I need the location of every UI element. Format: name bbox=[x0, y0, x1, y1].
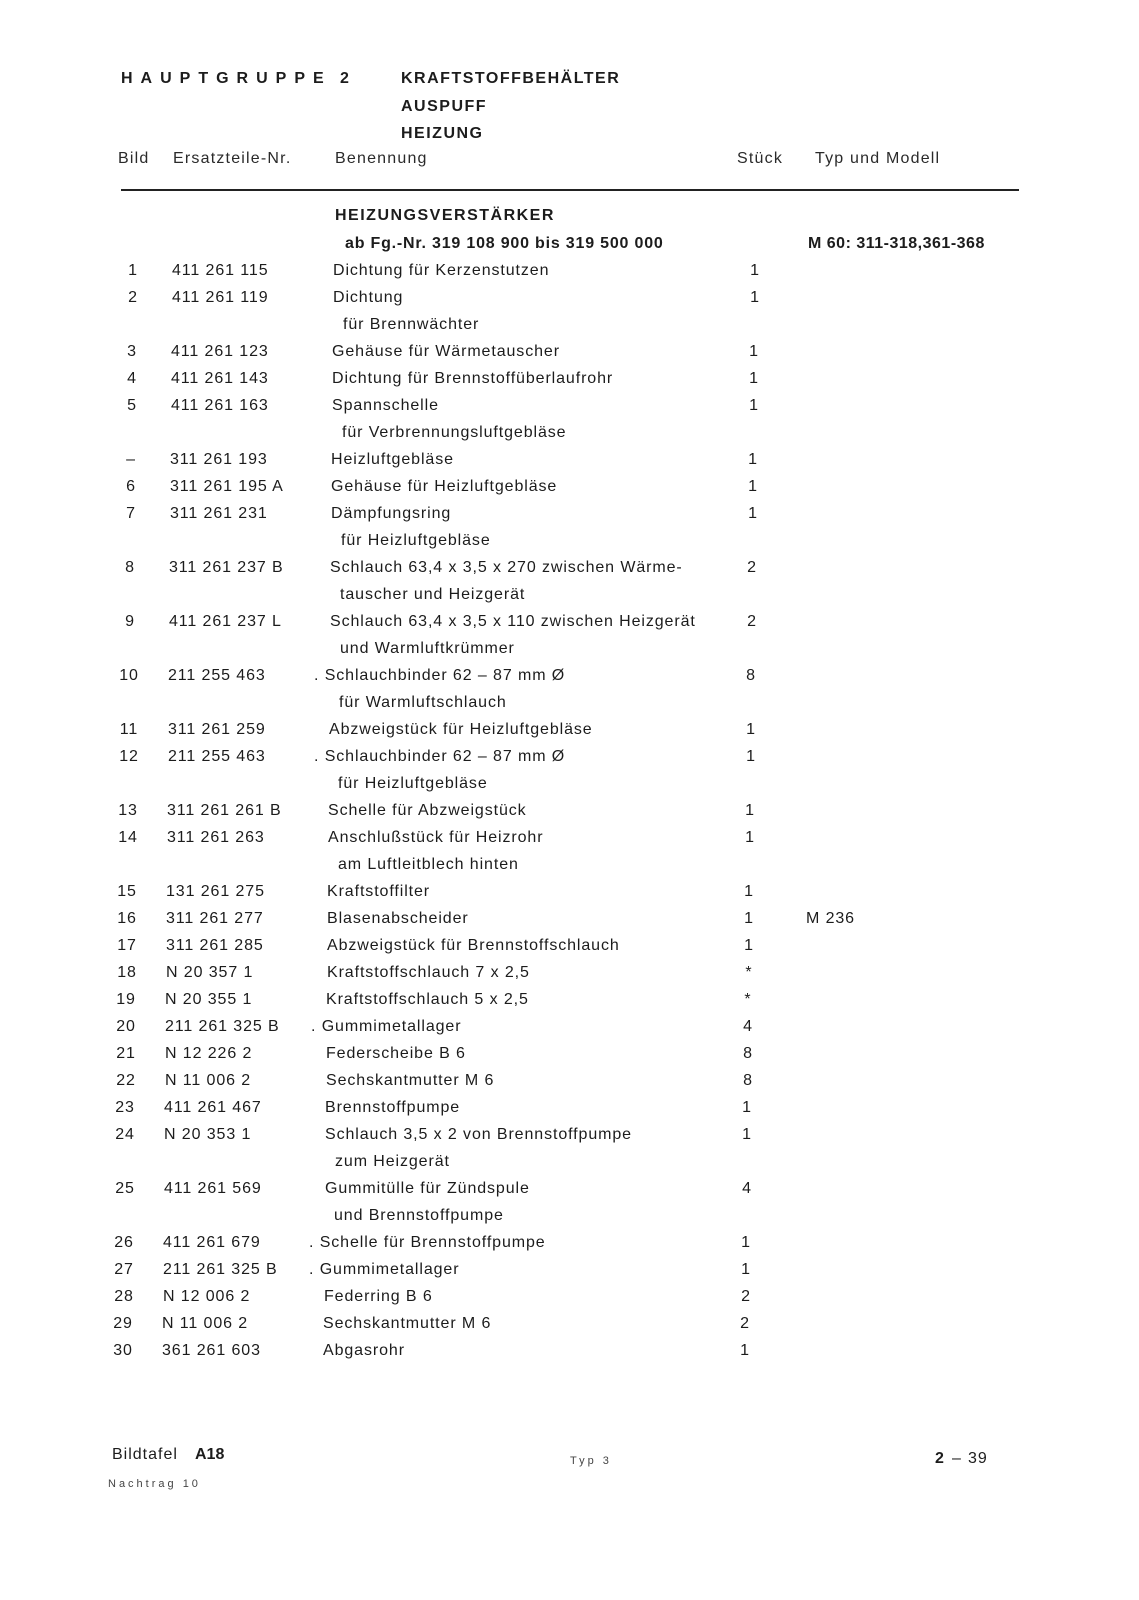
row-part-number: N 20 357 1 bbox=[166, 964, 254, 981]
row-quantity: 8 bbox=[743, 1072, 753, 1089]
row-part-number: 211 255 463 bbox=[168, 667, 266, 684]
row-quantity: 8 bbox=[743, 1045, 753, 1062]
row-description: Kraftstoffschlauch 7 x 2,5 bbox=[327, 964, 530, 981]
row-quantity: 2 bbox=[747, 613, 757, 630]
main-group-number: 2 bbox=[340, 70, 349, 87]
header-rule bbox=[121, 189, 1019, 191]
row-quantity: 1 bbox=[749, 343, 759, 360]
row-description: Abzweigstück für Heizluftgebläse bbox=[329, 721, 593, 738]
row-quantity: 1 bbox=[745, 829, 755, 846]
page-separator: – bbox=[952, 1450, 961, 1467]
row-part-number: N 11 006 2 bbox=[165, 1072, 252, 1089]
row-quantity: 1 bbox=[744, 937, 754, 954]
row-bild-number: 20 bbox=[116, 1018, 136, 1035]
row-quantity: 1 bbox=[744, 883, 754, 900]
row-description-continuation: am Luftleitblech hinten bbox=[338, 856, 519, 873]
row-description: Gehäuse für Wärmetauscher bbox=[332, 343, 560, 360]
row-description: Schlauch 3,5 x 2 von Brennstoffpumpe bbox=[325, 1126, 632, 1143]
row-quantity: 1 bbox=[750, 289, 760, 306]
row-description: Sechskantmutter M 6 bbox=[323, 1315, 492, 1332]
row-quantity: 1 bbox=[749, 370, 759, 387]
row-description: . Schelle für Brennstoffpumpe bbox=[309, 1234, 546, 1251]
row-description: Dämpfungsring bbox=[331, 505, 452, 522]
section-model: M 60: 311-318,361-368 bbox=[808, 235, 985, 252]
column-head-model: Typ und Modell bbox=[815, 150, 941, 167]
row-part-number: 411 261 123 bbox=[171, 343, 269, 360]
row-bild-number: 3 bbox=[127, 343, 137, 360]
row-part-number: 411 261 115 bbox=[172, 262, 269, 279]
row-part-number: 311 261 193 bbox=[170, 451, 268, 468]
header-title-heating: HEIZUNG bbox=[401, 125, 484, 142]
row-description: Federring B 6 bbox=[324, 1288, 433, 1305]
row-description-continuation: für Verbrennungsluftgebläse bbox=[342, 424, 567, 441]
row-part-number: 211 261 325 B bbox=[165, 1018, 280, 1035]
row-part-number: 311 261 285 bbox=[166, 937, 264, 954]
header-title-fuel-tank: KRAFTSTOFFBEHÄLTER bbox=[401, 70, 621, 87]
row-part-number: 311 261 263 bbox=[167, 829, 265, 846]
section-title: HEIZUNGSVERSTÄRKER bbox=[335, 207, 555, 224]
row-description: Dichtung für Brennstoffüberlaufrohr bbox=[332, 370, 614, 387]
row-quantity: 2 bbox=[740, 1315, 750, 1332]
row-part-number: N 20 355 1 bbox=[165, 991, 253, 1008]
row-quantity: 1 bbox=[740, 1342, 750, 1359]
row-bild-number: 27 bbox=[114, 1261, 134, 1278]
row-description: Schlauch 63,4 x 3,5 x 110 zwischen Heizgerät bbox=[330, 613, 696, 630]
row-bild-number: 17 bbox=[117, 937, 137, 954]
row-quantity: 1 bbox=[748, 478, 758, 495]
row-bild-number: 1 bbox=[128, 262, 138, 279]
row-description: Sechskantmutter M 6 bbox=[326, 1072, 495, 1089]
row-bild-number: 22 bbox=[116, 1072, 136, 1089]
row-part-number: 311 261 231 bbox=[170, 505, 268, 522]
row-description: . Gummimetallager bbox=[311, 1018, 462, 1035]
row-bild-number: 28 bbox=[114, 1288, 134, 1305]
row-bild-number: 14 bbox=[118, 829, 138, 846]
row-part-number: 131 261 275 bbox=[166, 883, 265, 900]
row-bild-number: 13 bbox=[118, 802, 138, 819]
row-part-number: N 12 006 2 bbox=[163, 1288, 251, 1305]
row-bild-number: 10 bbox=[119, 667, 139, 684]
row-description-continuation: für Heizluftgebläse bbox=[338, 775, 488, 792]
row-quantity: 8 bbox=[746, 667, 756, 684]
row-part-number: 411 261 679 bbox=[163, 1234, 261, 1251]
row-quantity: 1 bbox=[742, 1126, 752, 1143]
row-part-number: 411 261 119 bbox=[172, 289, 269, 306]
row-part-number: 411 261 237 L bbox=[169, 613, 282, 630]
row-description: Spannschelle bbox=[332, 397, 439, 414]
row-part-number: 311 261 261 B bbox=[167, 802, 282, 819]
section-subtitle: ab Fg.-Nr. 319 108 900 bis 319 500 000 bbox=[345, 235, 664, 252]
row-part-number: 411 261 569 bbox=[164, 1180, 262, 1197]
row-part-number: 211 261 325 B bbox=[163, 1261, 278, 1278]
row-quantity: 1 bbox=[745, 802, 755, 819]
row-model: M 236 bbox=[806, 910, 855, 927]
row-description: Brennstoffpumpe bbox=[325, 1099, 461, 1116]
row-description-continuation: und Warmluftkrümmer bbox=[340, 640, 515, 657]
row-quantity: 1 bbox=[742, 1099, 752, 1116]
row-bild-number: 11 bbox=[119, 721, 139, 738]
row-description: Federscheibe B 6 bbox=[326, 1045, 466, 1062]
row-description: Heizluftgebläse bbox=[331, 451, 454, 468]
row-description: Blasenabscheider bbox=[327, 910, 469, 927]
row-description-continuation: tauscher und Heizgerät bbox=[340, 586, 526, 603]
row-part-number: 311 261 259 bbox=[168, 721, 266, 738]
row-description: Anschlußstück für Heizrohr bbox=[328, 829, 544, 846]
page-section: 2 bbox=[935, 1450, 944, 1467]
row-bild-number: 21 bbox=[116, 1045, 136, 1062]
row-bild-number: 12 bbox=[119, 748, 139, 765]
row-description-continuation: für Brennwächter bbox=[343, 316, 480, 333]
row-bild-number: 16 bbox=[117, 910, 137, 927]
row-description: Kraftstoffilter bbox=[327, 883, 431, 900]
row-description: . Schlauchbinder 62 – 87 mm Ø bbox=[314, 748, 566, 765]
row-description: Dichtung bbox=[333, 289, 404, 306]
row-bild-number: 2 bbox=[128, 289, 138, 306]
plate-id: A18 bbox=[195, 1446, 225, 1463]
column-head-name: Benennung bbox=[335, 150, 428, 167]
page-number: 39 bbox=[968, 1450, 988, 1467]
type-label: Typ 3 bbox=[570, 1455, 612, 1467]
row-part-number: N 12 226 2 bbox=[165, 1045, 253, 1062]
row-quantity: 1 bbox=[749, 397, 759, 414]
row-bild-number: 8 bbox=[125, 559, 135, 576]
row-bild-number: 7 bbox=[126, 505, 136, 522]
row-quantity: 1 bbox=[746, 721, 756, 738]
row-bild-number: – bbox=[126, 451, 136, 468]
row-description: . Gummimetallager bbox=[309, 1261, 460, 1278]
row-quantity: 1 bbox=[746, 748, 756, 765]
row-description: Gehäuse für Heizluftgebläse bbox=[331, 478, 558, 495]
row-part-number: 211 255 463 bbox=[168, 748, 266, 765]
column-head-bild: Bild bbox=[118, 150, 150, 167]
row-quantity: 1 bbox=[741, 1234, 751, 1251]
row-bild-number: 9 bbox=[125, 613, 135, 630]
row-quantity: 1 bbox=[741, 1261, 751, 1278]
row-part-number: N 11 006 2 bbox=[162, 1315, 249, 1332]
row-quantity: 4 bbox=[743, 1018, 753, 1035]
row-description-continuation: zum Heizgerät bbox=[335, 1153, 450, 1170]
row-quantity: 4 bbox=[742, 1180, 752, 1197]
row-part-number: 411 261 467 bbox=[164, 1099, 262, 1116]
row-quantity: 1 bbox=[748, 505, 758, 522]
plate-label: Bildtafel bbox=[112, 1446, 178, 1463]
row-bild-number: 30 bbox=[113, 1342, 133, 1359]
row-bild-number: 6 bbox=[126, 478, 136, 495]
row-part-number: 411 261 143 bbox=[171, 370, 269, 387]
row-part-number: 311 261 237 B bbox=[169, 559, 284, 576]
row-part-number: 311 261 195 A bbox=[170, 478, 284, 495]
row-description: . Schlauchbinder 62 – 87 mm Ø bbox=[314, 667, 566, 684]
row-description: Abzweigstück für Brennstoffschlauch bbox=[327, 937, 620, 954]
row-part-number: 411 261 163 bbox=[171, 397, 269, 414]
row-quantity: 1 bbox=[744, 910, 754, 927]
row-quantity: * bbox=[745, 964, 753, 981]
supplement-note: Nachtrag 10 bbox=[108, 1478, 201, 1490]
row-bild-number: 18 bbox=[117, 964, 137, 981]
header-title-exhaust: AUSPUFF bbox=[401, 98, 488, 115]
row-bild-number: 26 bbox=[114, 1234, 134, 1251]
row-description: Schlauch 63,4 x 3,5 x 270 zwischen Wärme- bbox=[330, 559, 683, 576]
row-quantity: 1 bbox=[748, 451, 758, 468]
row-bild-number: 29 bbox=[113, 1315, 133, 1332]
row-bild-number: 4 bbox=[127, 370, 137, 387]
row-part-number: 361 261 603 bbox=[162, 1342, 261, 1359]
row-description: Schelle für Abzweigstück bbox=[328, 802, 527, 819]
row-part-number: 311 261 277 bbox=[166, 910, 264, 927]
row-description-continuation: für Warmluftschlauch bbox=[339, 694, 507, 711]
row-bild-number: 15 bbox=[117, 883, 137, 900]
row-quantity: 2 bbox=[747, 559, 757, 576]
row-bild-number: 23 bbox=[115, 1099, 135, 1116]
row-bild-number: 25 bbox=[115, 1180, 135, 1197]
row-description-continuation: und Brennstoffpumpe bbox=[334, 1207, 504, 1224]
row-quantity: 1 bbox=[750, 262, 760, 279]
row-quantity: 2 bbox=[741, 1288, 751, 1305]
column-head-part-number: Ersatzteile-Nr. bbox=[173, 150, 292, 167]
row-bild-number: 24 bbox=[115, 1126, 135, 1143]
row-description: Abgasrohr bbox=[323, 1342, 405, 1359]
column-head-quantity: Stück bbox=[737, 150, 784, 167]
row-part-number: N 20 353 1 bbox=[164, 1126, 252, 1143]
row-description: Gummitülle für Zündspule bbox=[325, 1180, 530, 1197]
row-description-continuation: für Heizluftgebläse bbox=[341, 532, 491, 549]
row-description: Dichtung für Kerzenstutzen bbox=[333, 262, 550, 279]
main-group-label: HAUPTGRUPPE bbox=[121, 70, 332, 87]
row-quantity: * bbox=[744, 991, 752, 1008]
row-bild-number: 19 bbox=[116, 991, 136, 1008]
row-bild-number: 5 bbox=[127, 397, 137, 414]
row-description: Kraftstoffschlauch 5 x 2,5 bbox=[326, 991, 529, 1008]
